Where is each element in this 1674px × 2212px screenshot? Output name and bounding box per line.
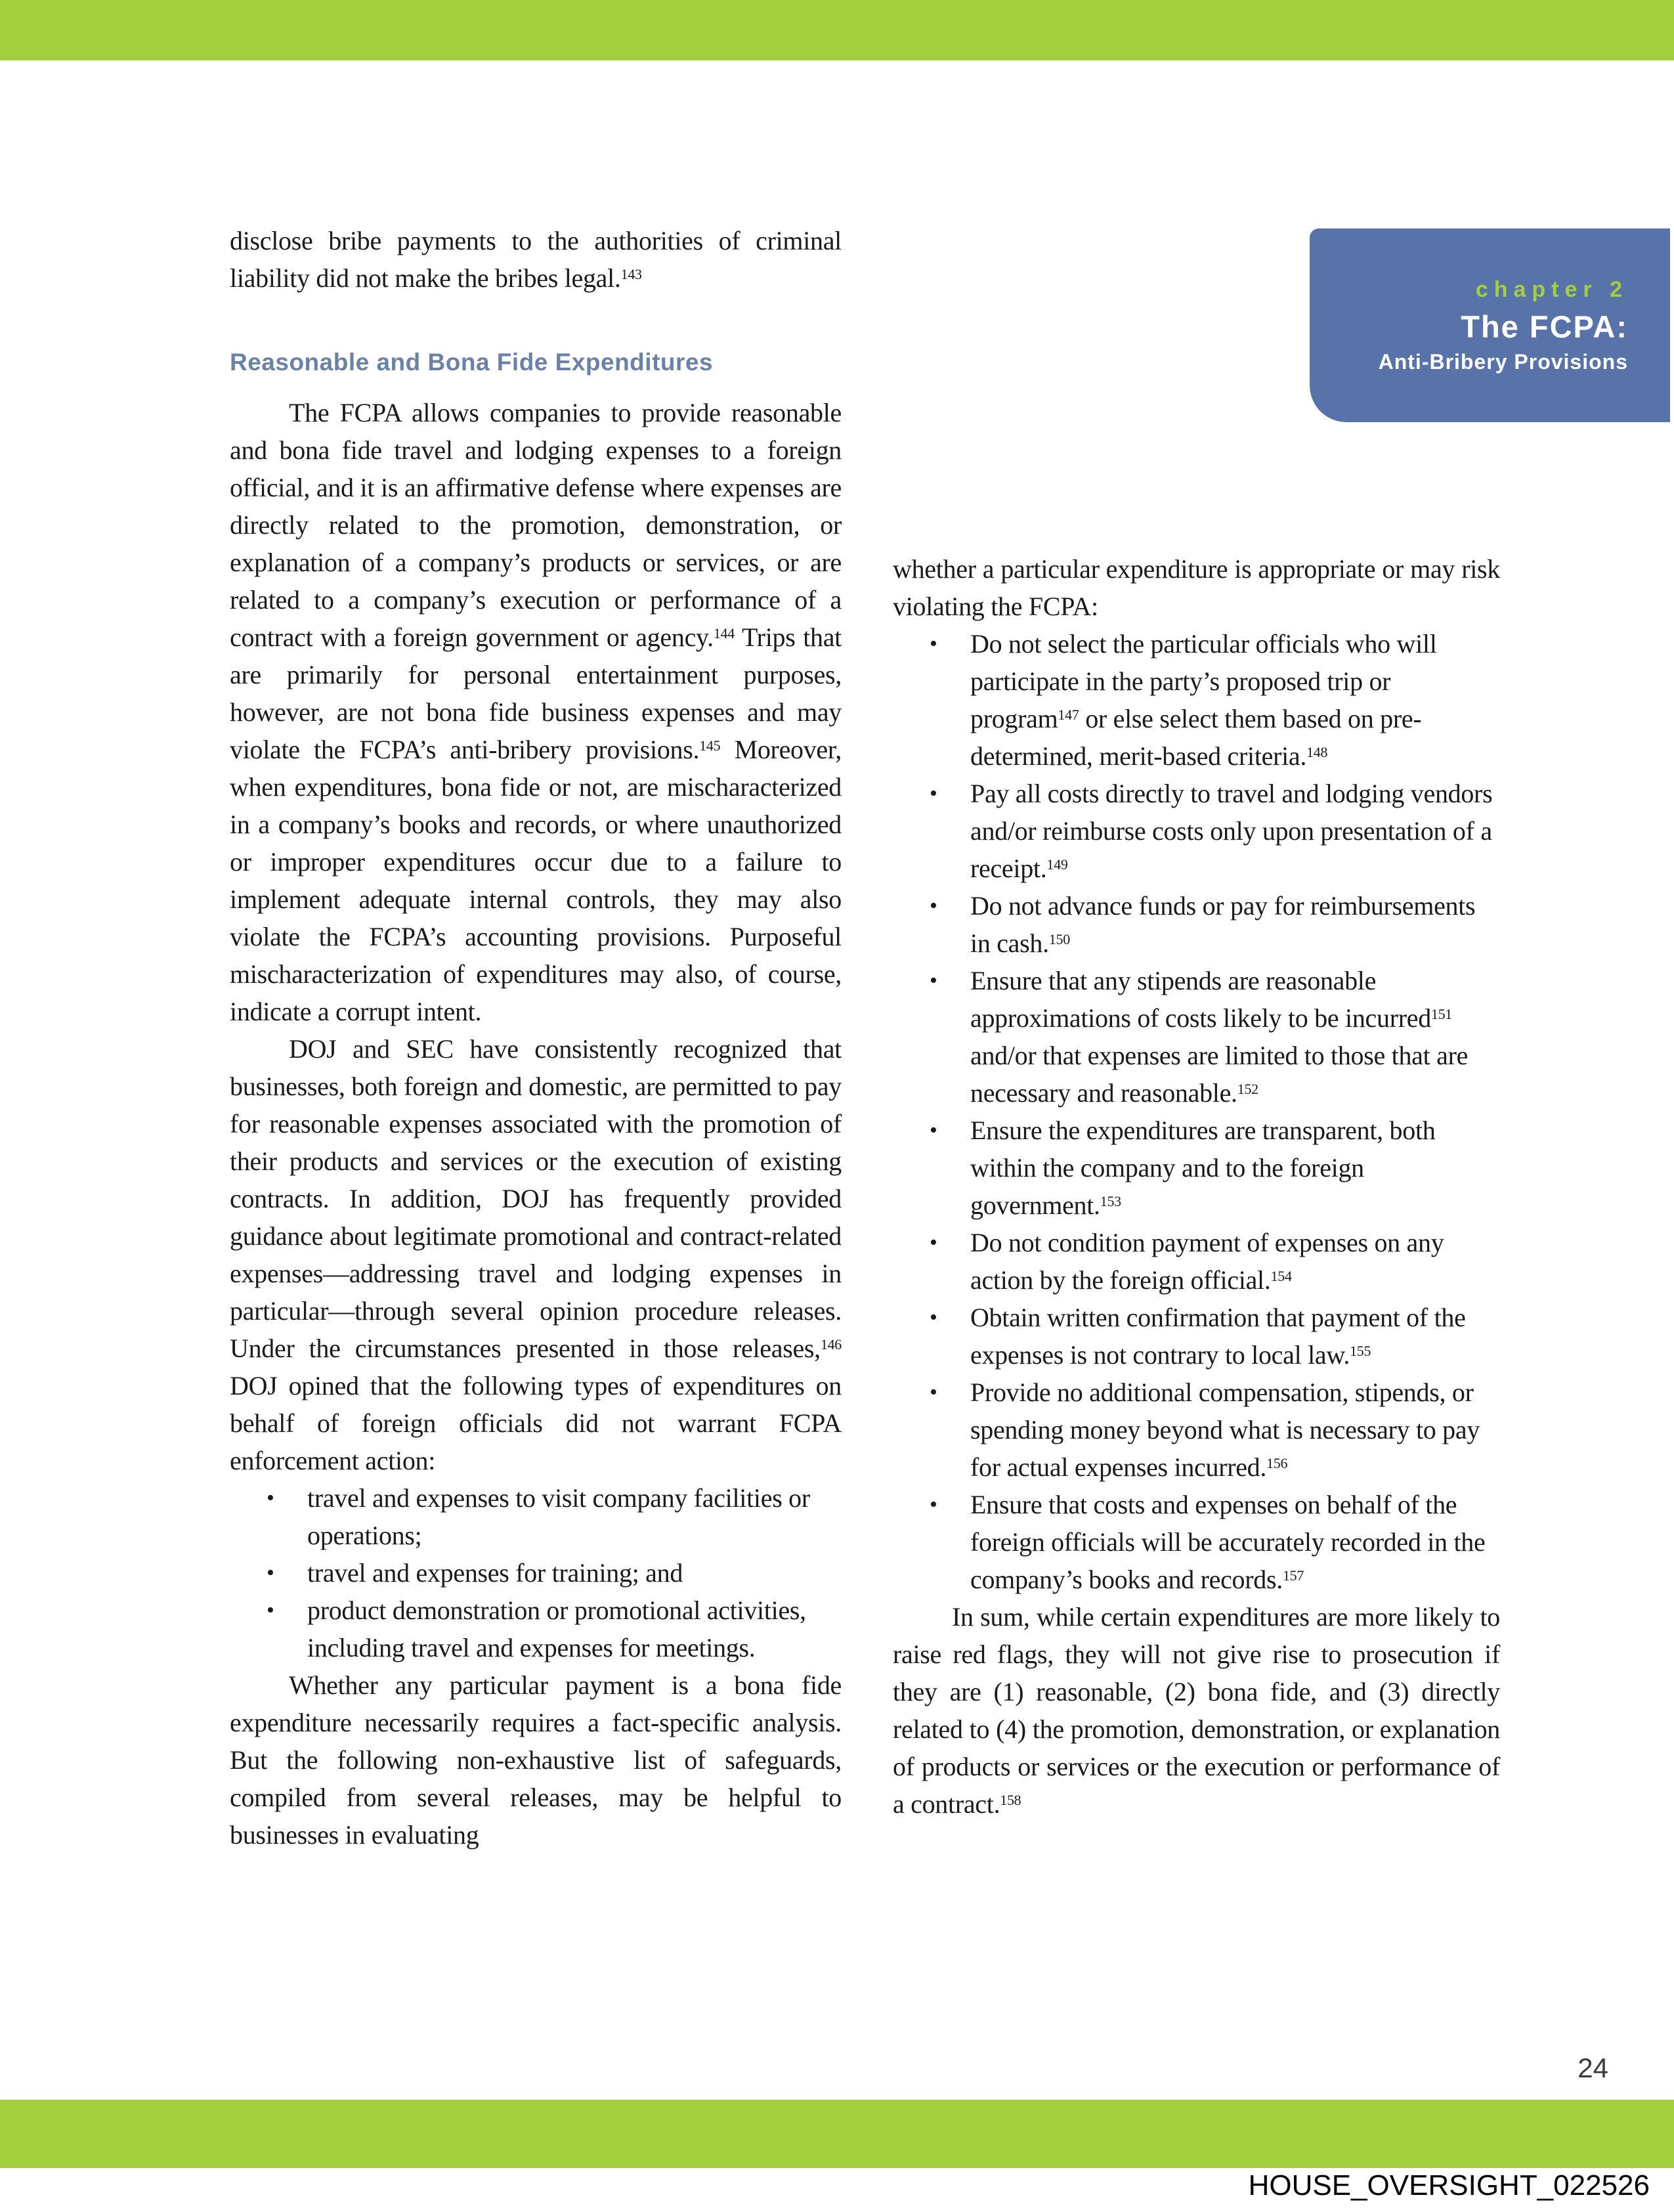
bullet-dot: • xyxy=(930,894,937,918)
bullet-item xyxy=(930,1374,1500,1486)
section-heading: Reasonable and Bona Fide Expenditures xyxy=(230,349,714,376)
paragraph: In sum, while certain expenditures are more likely to raise red flags, they will not give rise to prosecution if they are (1) reasonable, (2) bona fide, and (3) directly related to (4) the promotion, demonstration, or explanation of products or services or the execution or performance of a contract.$^{158}$ xyxy=(893,1602,1500,1819)
chapter-title: The FCPA: xyxy=(1461,309,1628,344)
bullet-dot: • xyxy=(267,1598,274,1622)
bullet-item xyxy=(930,962,1500,1112)
bullet-dot: • xyxy=(267,1486,274,1510)
bullet-text: Do not advance funds or pay for reimbursements in cash.$^{150}$ xyxy=(970,891,1476,958)
bullet-text: Do not condition payment of expenses on any action by the foreign official.$^{154}$ xyxy=(970,1228,1444,1295)
bullet-text: Ensure that costs and expenses on behalf of the foreign officials will be accurately recorded in the company’s books and records.$^{157}$ xyxy=(970,1490,1486,1594)
bullet-dot: • xyxy=(267,1561,274,1585)
bullet-dot: • xyxy=(930,1380,937,1404)
bullet-dot: • xyxy=(930,1230,937,1255)
bullet-text: Ensure the expenditures are transparent, both within the company and to the foreign government.$^{153}$ xyxy=(970,1116,1436,1220)
bullet-text: travel and expenses to visit company facilities or operations; xyxy=(307,1483,810,1550)
bullet-list xyxy=(893,625,1500,1598)
page-number: 24 xyxy=(1577,2052,1608,2083)
bullet-item xyxy=(930,887,1500,962)
bullet-list xyxy=(230,1479,842,1666)
bates-stamp: HOUSE_OVERSIGHT_022526 xyxy=(1248,2169,1650,2201)
bullet-item xyxy=(267,1554,842,1592)
bullet-item xyxy=(267,1592,842,1666)
paragraph: DOJ and SEC have consistently recognized that businesses, both foreign and domestic, are permitted to pay for reasonable expenses associated with the promotion of their products and services or the execution of existing contracts. In addition, DOJ has frequently provided guidance about legitimate promotional and contract-related expenses—addressing travel and lodging expenses in particular—through several opinion procedure releases. Under the circumstances presented in those releases,$^{146}$ DOJ opined that the following types of expenditures on behalf of foreign officials did not warrant FCPA enforcement action: xyxy=(230,1034,842,1475)
bullet-dot: • xyxy=(930,1492,937,1517)
bullet-item xyxy=(930,1486,1500,1598)
bullet-item xyxy=(930,1224,1500,1299)
chapter-subtitle: Anti-Bribery Provisions xyxy=(1378,349,1628,374)
paragraph: Whether any particular payment is a bona fide expenditure necessarily requires a fact-specific analysis. But the following non-exhaustive list of safeguards, compiled from several releases, may be helpful to businesses in evaluating xyxy=(230,1670,842,1850)
paragraph: The FCPA allows companies to provide reasonable and bona fide travel and lodging expenses to a foreign official, and it is an affirmative defense where expenses are directly related to the promotion, demonstration, or explanation of a company’s products or services, or are related to a company’s execution or performance of a contract with a foreign government or agency.$^{144}$ Trips that are primarily for personal entertainment purposes, however, are not bona fide business expenses and may violate the FCPA’s anti-bribery provisions.$^{145}$ Moreover, when expenditures, bona fide or not, are mischaracterized in a company’s books and records, or where unauthorized or improper expenditures occur due to a failure to implement adequate internal controls, they may also violate the FCPA’s accounting provisions. Purposeful mischaracterization of expenditures may also, of course, indicate a corrupt intent. xyxy=(230,398,842,1026)
bullet-text: travel and expenses for training; and xyxy=(307,1558,683,1588)
bottom-accent-bar xyxy=(0,2100,1674,2168)
bullet-item xyxy=(930,1112,1500,1224)
bullet-dot: • xyxy=(930,1118,937,1142)
chapter-kicker: chapter 2 xyxy=(1475,276,1628,302)
bullet-item xyxy=(930,1299,1500,1374)
left-column xyxy=(230,222,842,1854)
paragraph-continuation: disclose bribe payments to the authorities of criminal liability did not make the bribes legal.$^{143}$ xyxy=(230,226,842,293)
top-accent-bar xyxy=(0,0,1674,60)
paragraph-continuation: whether a particular expenditure is appropriate or may risk violating the FCPA: xyxy=(893,554,1500,621)
bullet-text: product demonstration or promotional activities, including travel and expenses for meetings. xyxy=(307,1595,806,1662)
bullet-item xyxy=(930,775,1500,887)
bullet-text: Ensure that any stipends are reasonable approximations of costs likely to be incurred$^{151}$ and/or that expenses are limited to those that are necessary and reasonable.$^{152}$ xyxy=(970,966,1469,1108)
bullet-text: Provide no additional compensation, stipends, or spending money beyond what is necessary to pay for actual expenses incurred.$^{156}$ xyxy=(970,1377,1480,1482)
bullet-dot: • xyxy=(930,1305,937,1330)
chapter-tab xyxy=(1310,228,1670,422)
bullet-dot: • xyxy=(930,632,937,656)
bullet-dot: • xyxy=(930,968,937,993)
bullet-text: Do not select the particular officials who will participate in the party’s proposed trip or program$^{147}$ or else select them based on pre-determined, merit-based criteria.$^{148}$ xyxy=(970,629,1437,771)
bullet-text: Obtain written confirmation that payment of the expenses is not contrary to local law.$^{155}$ xyxy=(970,1303,1466,1370)
bullet-dot: • xyxy=(930,781,937,806)
bullet-item xyxy=(930,625,1500,775)
bullet-text: Pay all costs directly to travel and lodging vendors and/or reimburse costs only upon presentation of a receipt.$^{149}$ xyxy=(970,779,1493,883)
right-column xyxy=(893,550,1500,1823)
bullet-item xyxy=(267,1479,842,1554)
